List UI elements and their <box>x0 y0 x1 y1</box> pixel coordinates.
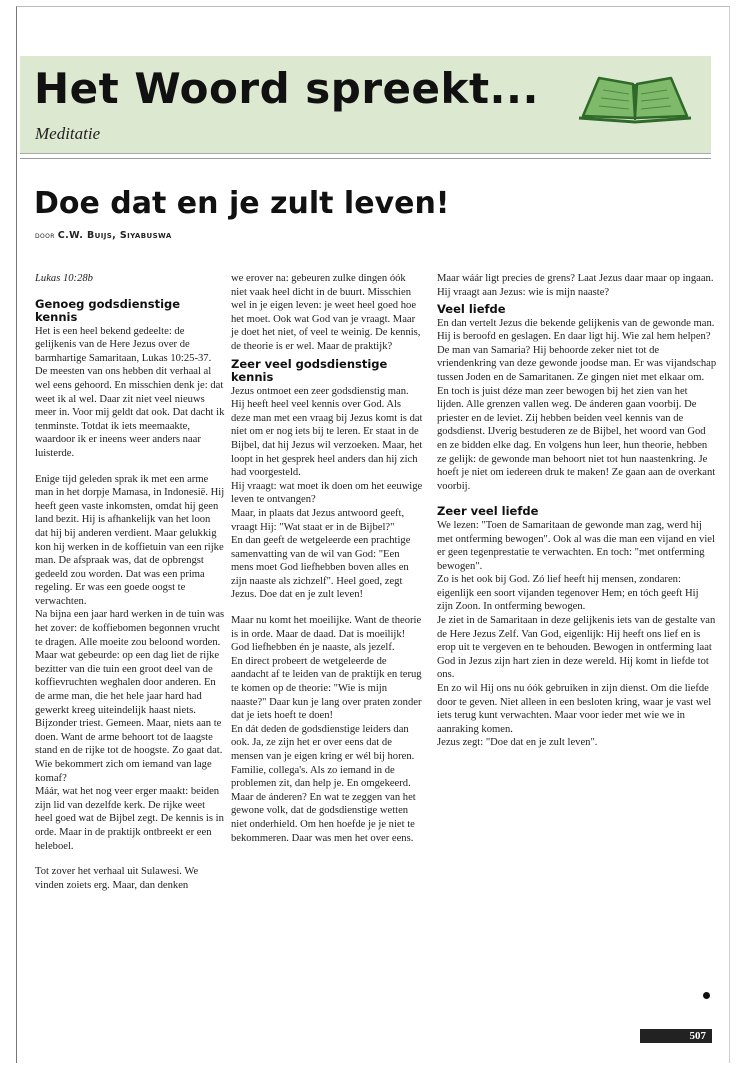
paragraph: Maar wáár ligt precies de grens? Laat Jezus daar maar op ingaan. <box>437 273 714 284</box>
subheading: Genoeg godsdienstige kennis <box>35 296 181 325</box>
open-book-icon <box>575 68 695 124</box>
paragraph: Hij vraagt: wat moet ik doen om het eeuwige leven te ontvangen? <box>231 480 423 506</box>
paragraph: Zo is het ook bij God. Zó lief heeft hij mensen, zondaren: eigenlijk een soort vijanden tegenover Hem; en tóch geeft Hij zijn Zoon. In ontferming bewogen. <box>437 574 699 613</box>
subheading: Zeer veel liefde <box>437 504 539 519</box>
article-title: Doe dat en je zult leven! <box>34 186 450 221</box>
header-rule <box>20 158 711 159</box>
paragraph: En zo wil Hij ons nu óók gebruiken in zijn dienst. Om die liefde door te geven. Niet alleen in een besloten kring, waar je vast wel iets terug kunt verwachten. Maar voor ieder met wie we in aanraking komen. <box>437 683 712 735</box>
page-number-bar <box>640 1029 712 1043</box>
spacer <box>35 853 225 865</box>
paragraph: we erover na: gebeuren zulke dingen óók niet vaak heel dicht in de buurt. Misschien wel in je eigen leven: je weet heel goed hoe het moet. Ook wat God van je vraagt. Maar je doet het niet, of veel te weinig. De kennis, de theorie is er wel. Maar de praktijk? <box>231 273 421 352</box>
paragraph: Bijzonder triest. Gemeen. Maar, niets aan te doen. Want de arme behoort tot de laagste stand en de rijke tot de hoogste. Zo gaat dat. Wie bekommert zich om iemand van lage komaf? <box>35 718 223 784</box>
section-subtitle: Meditatie <box>35 124 101 143</box>
subheading: Zeer veel godsdienstige kennis <box>231 356 388 385</box>
paragraph: Het is een heel bekend gedeelte: de gelijkenis van de Here Jezus over de barmhartige Samaritaan, Lukas 10:25-37. De meesten van ons hebben dit verhaal al wel eens gehoord. En misschien denk je: dat weet ik al wel. Daar zit niet veel nieuws meer in. Voor mij geldt dat ook. Dat dacht ik tenminste. Totdat ik iets meemaakte, waardoor ik er ineens weer anders naar luisterde. <box>35 325 225 459</box>
spacer <box>35 461 225 473</box>
paragraph: En toch is juist déze man zeer bewogen bij het zien van het lijden. Alle grenzen vallen weg. De ánderen gaan voorbij. De priester en de leviet. Zij hebben beiden veel kennis van de godsdienst. IJverig bestuderen ze de Bijbel, het woord van God en ze bidden elke dag. En volgens hun leer, hun theorie, hebben ze gelijk: de gewonde man behoort niet tot hun naastenkring. Je hoeft je niet om iedereen druk te maken! Ze gaan aan de overkant voorbij. <box>437 385 716 492</box>
paragraph: Máár, wat het nog veer erger maakt: beiden zijn lid van dezelfde kerk. De rijke weet heel goed wat de Bijbel zegt. De kennis is in orde. Maar in de praktijk ontbreekt er een heleboel. <box>35 786 224 852</box>
paragraph: Na bijna een jaar hard werken in de tuin was het zover: de koffiebomen begonnen vrucht te dragen. Alle moeite zou beloond worden. Maar wat gebeurde: op een dag liet de rijke bezitter van die tuin een groot deel van de koffievruchten weghalen door anderen. En de arme man, die het hele jaar hard had gewerkt kreeg uiteindelijk haast niets. <box>35 609 225 716</box>
paragraph: En dan geeft de wetgeleerde een prachtige samenvatting van de wil van God: "Een mens moet God liefhebben boven alles en zijn naaste als zichzelf". Heel goed, zegt Jezus. Doe dat en je zult leven! <box>231 535 411 601</box>
byline <box>35 230 172 241</box>
text-column-3 <box>437 272 717 750</box>
text-column-1 <box>35 272 225 892</box>
scripture-reference: Lukas 10:28b <box>35 273 93 284</box>
paragraph: Jezus ontmoet een zeer godsdienstig man. Hij heeft heel veel kennis over God. Als deze man met een vraag bij Jezus komt is dat niet om er nog iets bij te leren. Er staat in de Bijbel, dat hij Jezus wil verzoeken. Maar, het loopt in het gesprek heel anders dan hij zich had voorgesteld. <box>231 385 423 479</box>
spacer <box>35 286 225 298</box>
paragraph: En dan vertelt Jezus die bekende gelijkenis van de gewonde man. Hij is beroofd en geslagen. En daar ligt hij. Wie zal hem helpen? De man van Samaria? Hij behoorde zeker niet tot de vriendenkring van deze gewonde joodse man. Er was vijandschap tussen Joden en de Samaritanen. Ze gingen niet met elkaar om. <box>437 317 717 384</box>
page-number: 507 <box>689 1030 706 1042</box>
text-column-2 <box>231 272 423 845</box>
spacer <box>231 602 423 614</box>
paragraph: En dát deden de godsdienstige leiders dan ook. Ja, ze zijn het er over eens dat de mensen van je eigen kring er wél bij horen. Familie, collega's. Als zo iemand in de problemen zit, dan help je. En omgekeerd. Maar de ánderen? En wat te zeggen van het gewone volk, dat de godsdienstige wetten niet onderhield. Om hen hoefde je je niet te bekommeren. Daar was men het over eens. <box>231 723 416 844</box>
paragraph: We lezen: "Toen de Samaritaan de gewonde man zag, werd hij met ontferming bewogen". Ook al was die man een vijand en viel er geen tegenprestatie te verwachten. En toch: "met ontferming bewogen". <box>437 519 715 572</box>
paragraph: Je ziet in de Samaritaan in deze gelijkenis iets van de gestalte van de Here Jezus Zelf. Van God, eigenlijk: Hij heeft ons lief en is erop uit te vergeven en te behouden. Bewogen in ontferming laat God in Jezus zijn hart zien in deze wereld. Hij komt in liefde tot ons. <box>437 615 716 681</box>
paragraph: Jezus zegt: "Doe dat en je zult leven". <box>437 737 598 749</box>
end-bullet-icon <box>703 992 710 999</box>
section-title: Het Woord spreekt... <box>34 64 539 113</box>
subheading: Veel liefde <box>437 302 506 317</box>
paragraph: En direct probeert de wetgeleerde de aandacht af te leiden van de praktijk en terug te komen op de theorie: "Wie is mijn naaste?" Daar kun je lang over praten zonder dat je iets hoeft te doen! <box>231 655 422 722</box>
byline-prefix: door <box>35 231 55 240</box>
paragraph: Hij vraagt aan Jezus: wie is mijn naaste? <box>437 286 610 298</box>
paragraph: Tot zover het verhaal uit Sulawesi. We vinden zoiets erg. Maar, dan denken <box>35 866 199 891</box>
paragraph: Enige tijd geleden sprak ik met een arme man in het dorpje Mamasa, in Indonesië. Hij heeft geen vaste inkomsten, omdat hij geen land bezit. Hij is afhankelijk van het loon dat hij bij anderen verdient. Maar gelukkig kon hij werken in de koffietuin van een rijke man. De afspraak was, dat de opbrengst gedeeld zou worden. Dat was een prima regeling. Er was een goede oogst te verwachten. <box>35 473 225 607</box>
paragraph: Maar, in plaats dat Jezus antwoord geeft, vraagt Hij: "Wat staat er in de Bijbel?" <box>231 507 405 533</box>
author-name: C.W. Buijs, Siyabuswa <box>57 230 172 241</box>
paragraph: Maar nu komt het moeilijke. Want de theorie is in orde. Maar de daad. Dat is moeilijk! God liefhebben én je naaste, als jezelf. <box>231 615 422 654</box>
